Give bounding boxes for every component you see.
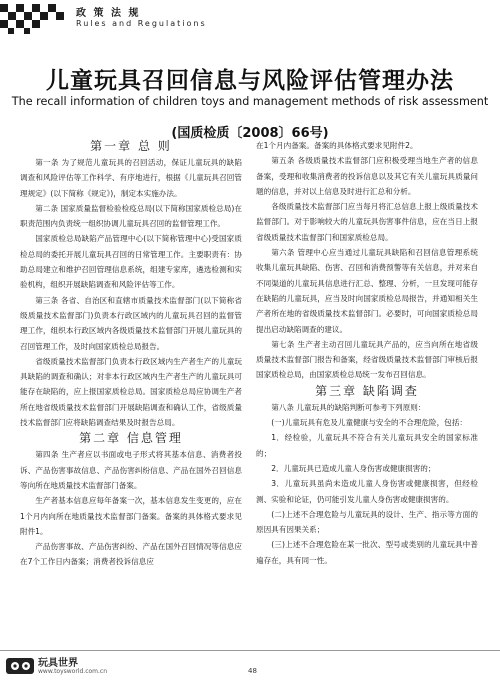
- section-title-en: Rules and Regulations: [76, 19, 207, 28]
- footer-url: www.toysworld.com.cn: [38, 668, 108, 675]
- chapter-heading: 第一章 总 则: [90, 139, 172, 153]
- paragraph: 在1个月内备案。备案的具体格式要求见附件2。: [256, 141, 418, 150]
- paragraph: (三)上述不合理危险在某一批次、型号或类别的儿童玩具中普遍存在，具有同一性。: [256, 540, 478, 565]
- paragraph: 第六条 管理中心应当通过儿童玩具缺陷和召回信息管理系统收集儿童玩具缺陷、伤害、召回和消费预警等有关信息，并对来自不同渠道的儿童玩具信息进行汇总、整理、分析，一旦发现可能存在缺陷的儿童玩具，应当及时向国家质检总局报告，并通知相关生产者所在地的省级质量技术监督部门。必要时，可向国家质检总局提出启动缺陷调查的建议。: [256, 248, 478, 334]
- page-footer: [0, 650, 500, 681]
- paragraph: 第三条 各省、自治区和直辖市质量技术监督部门(以下简称省级质量技术监督部门)负责本行政区域内的儿童玩具召回的监督管理工作，组织本行政区域内各级质量技术监督部门开展儿童玩具的召回管理工作，及时向国家质检总局报告。: [20, 295, 242, 351]
- checkerboard-logo: [0, 4, 64, 34]
- page-header: [0, 0, 500, 44]
- chapter-heading: 第三章 缺陷调查: [315, 383, 419, 398]
- paragraph: 各级质量技术监督部门应当每月将汇总信息上报上级质量技术监督部门。对于影响较大的儿童玩具伤害事件信息，应在当日上报省级质量技术监督部门和国家质检总局。: [256, 202, 478, 242]
- paragraph: (二)上述不合理危险与儿童玩具的设计、生产、指示等方面的原因具有因果关系；: [256, 509, 478, 535]
- toy-world-logo-icon: [6, 656, 36, 676]
- page-number: 48: [248, 667, 257, 675]
- paragraph: (一)儿童玩具有危及儿童健康与安全的不合理危险，包括：: [271, 418, 467, 428]
- article-title-en: The recall information of children toys and management methods of risk assessment: [11, 95, 489, 108]
- section-title-cn: 政 策 法 规: [76, 8, 141, 19]
- paragraph: 第四条 生产者应以书面或电子形式将其基本信息、消费者投诉、产品伤害事故信息、产品伤害纠纷信息、产品在国外召回信息等向所在地质量技术监督部门备案。: [20, 450, 242, 490]
- paragraph: 第一条 为了规范儿童玩具的召回活动，保证儿童玩具的缺陷调查和风险评估等工作科学、有序地进行，根据《儿童玩具召回管理规定》(以下简称《规定》)，制定本实施办法。: [20, 158, 242, 198]
- document-number: (国质检质〔2008〕66号): [171, 126, 329, 141]
- paragraph: 1．经检验，儿童玩具不符合有关儿童玩具安全的国家标准的；: [256, 433, 478, 458]
- paragraph: 国家质检总局缺陷产品管理中心(以下简称管理中心)受国家质检总局的委托开展儿童玩具召回的日常管理工作。主要职责有：协助总局建立和维护召回管理信息系统，组建专家库，遴选检测和实验机构，组织开展缺陷调查和风险评估等工作。: [20, 234, 242, 290]
- paragraph: 第七条 生产者主动召回儿童玩具产品的，应当向所在地省级质量技术监督部门报告和备案，经省级质量技术监督部门审核后报国家质检总局，由国家质检总局统一发布召回信息。: [256, 339, 478, 380]
- footer-logo-text: 玩具世界: [38, 658, 78, 669]
- chapter-heading: 第二章 信息管理: [79, 431, 183, 446]
- paragraph: 产品伤害事故、产品伤害纠纷、产品在国外召回情况等信息应在7个工作日内备案；消费者投诉信息应: [20, 542, 242, 567]
- right-column: [256, 138, 478, 650]
- paragraph: 第二条 国家质量监督检验检疫总局(以下简称国家质检总局)在职责范围内负责统一组织协调儿童玩具召回的监督管理工作。: [20, 203, 242, 229]
- paragraph: 3．儿童玩具虽尚未造成儿童人身伤害或健康损害，但经检测、实验和论证，仍可能引发儿童人身伤害或健康损害的。: [256, 479, 478, 504]
- left-column: [20, 138, 242, 650]
- paragraph: 生产者基本信息应每年备案一次，基本信息发生变更的，应在1个月内向所在地质量技术监督部门备案。备案的具体格式要求见附件1。: [20, 496, 242, 536]
- paragraph: 第五条 各级质量技术监督部门应积极受理当地生产者的信息备案，受理和收集消费者的投诉信息以及其它有关儿童玩具质量问题的信息，并对以上信息及时进行汇总和分析。: [256, 156, 478, 196]
- paragraph: 2．儿童玩具已造成儿童人身伤害或健康损害的；: [271, 463, 436, 473]
- article-title-cn: 儿童玩具召回信息与风险评估管理办法: [46, 68, 454, 94]
- paragraph: 第八条 儿童玩具的缺陷判断可参考下列原则：: [271, 402, 426, 412]
- paragraph: 省级质量技术监督部门负责本行政区域内生产者生产的儿童玩具缺陷的调查和确认；对非本行政区域内生产者生产的儿童玩具可能存在缺陷的，应上报国家质检总局。国家质检总局应协调生产者所在地省级质量技术监督部门开展缺陷调查和确认工作，省级质量技术监督部门应将缺陷调查结果及时报告总局。: [20, 356, 242, 428]
